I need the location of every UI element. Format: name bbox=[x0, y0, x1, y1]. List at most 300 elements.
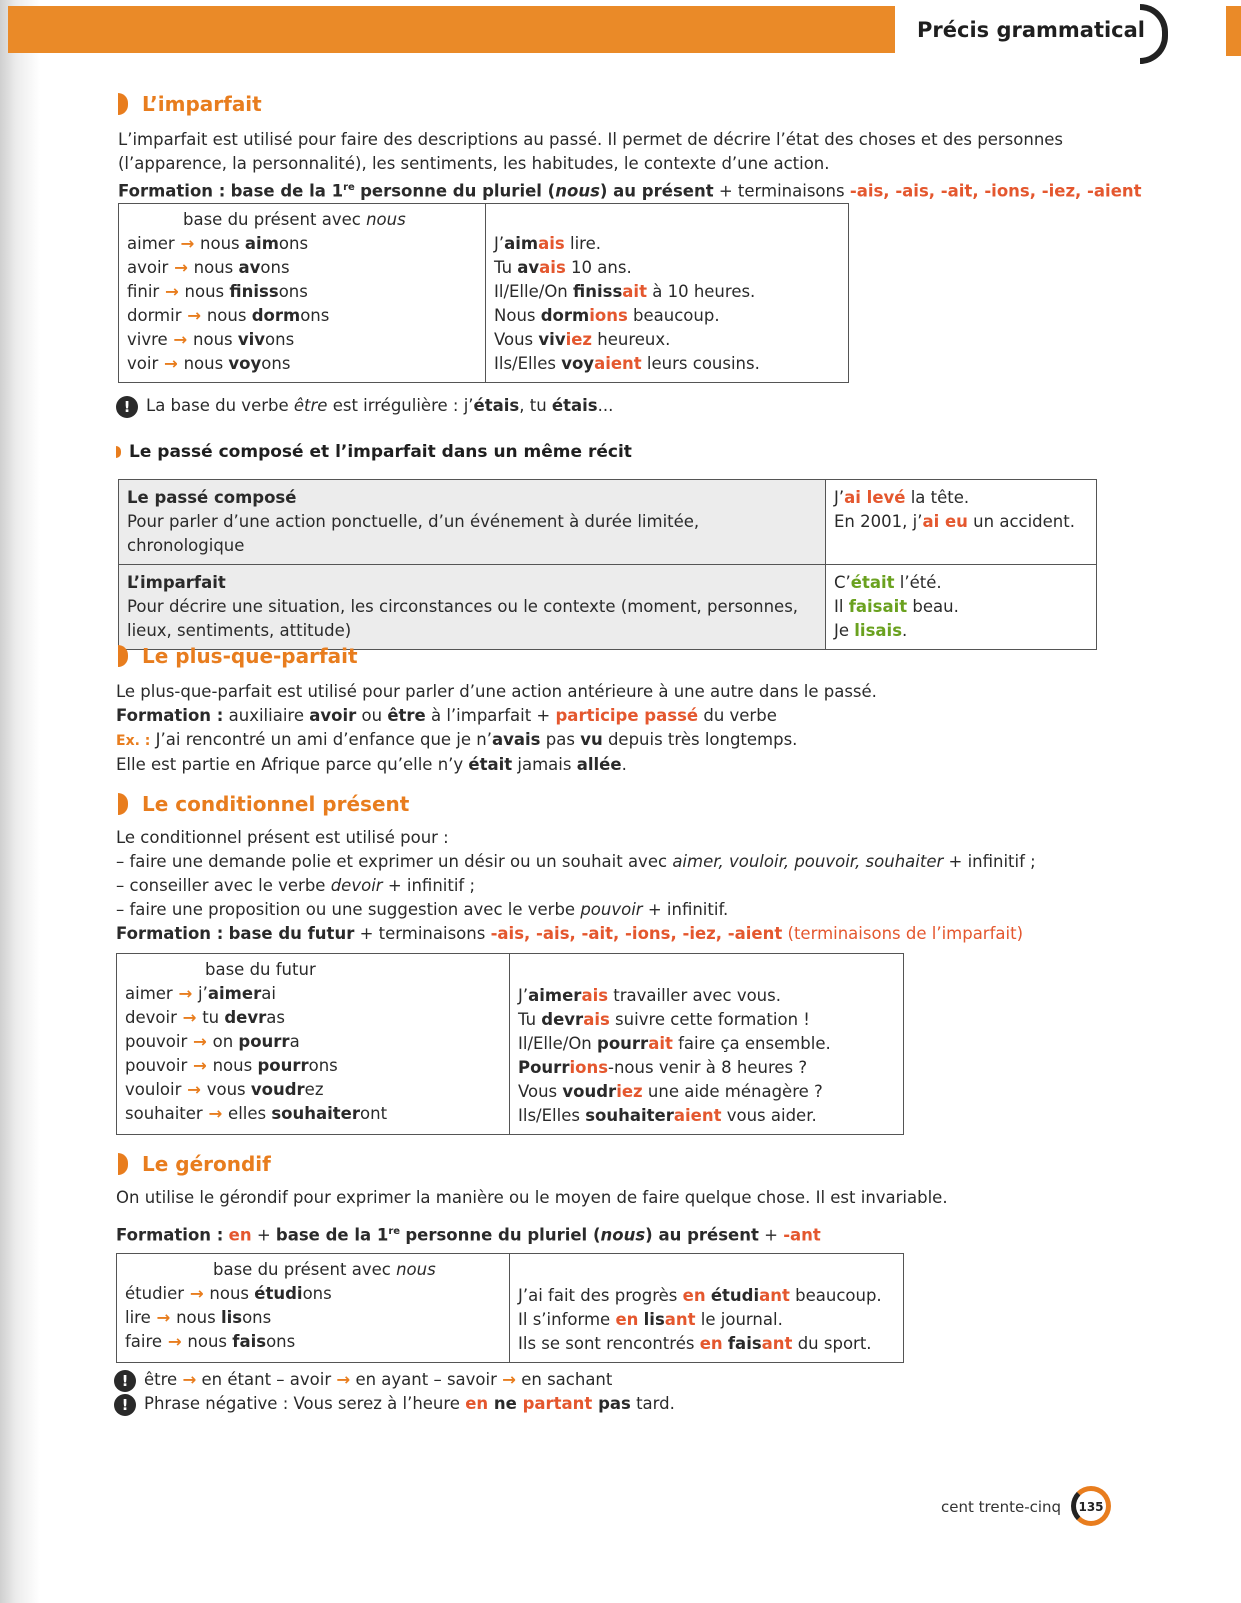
example-prefix: Tu bbox=[494, 258, 518, 277]
cond-right-rows bbox=[518, 984, 895, 1128]
conditionnel-section bbox=[118, 792, 409, 816]
example-stem: av bbox=[517, 258, 540, 277]
example-prefix: Il s’informe bbox=[518, 1310, 616, 1329]
arrow-icon: → bbox=[202, 1104, 229, 1123]
pqp-example-1 bbox=[116, 728, 877, 753]
cond-formation-endings: -ais, -ais, -ait, -ions, -iez, -aient bbox=[490, 924, 783, 943]
verb-pronoun: nous bbox=[183, 354, 229, 373]
example-ending: ait bbox=[622, 282, 647, 301]
imparfait-table-header bbox=[127, 208, 477, 232]
arrow-icon: → bbox=[336, 1370, 351, 1389]
pqp-section bbox=[118, 644, 358, 668]
example-suffix: beaucoup. bbox=[627, 306, 720, 325]
pc-example-2 bbox=[834, 510, 1088, 534]
imp-examples bbox=[826, 565, 1097, 650]
verb-stem: aim bbox=[244, 234, 279, 253]
cond-formation bbox=[116, 922, 1036, 946]
gerondif-note-2 bbox=[114, 1392, 675, 1416]
verb-pronoun: nous bbox=[200, 234, 245, 253]
example-suffix: une aide ménagère ? bbox=[642, 1082, 823, 1101]
imp-ex1-b: était bbox=[850, 573, 895, 592]
verb-pronoun: on bbox=[212, 1032, 239, 1051]
example-row bbox=[494, 280, 840, 304]
example-suffix: -nous venir à 8 heures ? bbox=[608, 1058, 808, 1077]
formation-mid: personne du pluriel ( bbox=[360, 181, 556, 201]
arrow-icon: → bbox=[187, 1032, 213, 1051]
cond-formation-plus: + terminaisons bbox=[359, 924, 486, 943]
pqp-body bbox=[116, 680, 877, 777]
verb-pronoun: vous bbox=[206, 1080, 251, 1099]
verb-pronoun: j’ bbox=[198, 984, 208, 1003]
example-ending: ant bbox=[759, 1286, 790, 1305]
verb-stem: aimer bbox=[207, 984, 262, 1003]
verb-infinitive: vouloir bbox=[125, 1080, 182, 1099]
verb-ending: ez bbox=[304, 1080, 324, 1099]
verb-row bbox=[125, 1006, 501, 1030]
ger-table-header-text: base du présent avec bbox=[213, 1260, 391, 1279]
gerondif-note-1 bbox=[114, 1368, 675, 1392]
arrow-icon: → bbox=[174, 234, 201, 253]
arrow-icon: → bbox=[184, 1284, 210, 1303]
verb-ending: ons bbox=[302, 1284, 332, 1303]
formation-plus: + terminaisons bbox=[718, 181, 845, 201]
pc-cell bbox=[119, 480, 826, 565]
example-prefix: Ils/Elles bbox=[518, 1106, 586, 1125]
ger-formation-mid: personne du pluriel ( bbox=[405, 1225, 601, 1245]
cond-table-left bbox=[117, 954, 510, 1135]
verb-infinitive: pouvoir bbox=[125, 1056, 188, 1075]
pc-ex1-b: ai levé bbox=[844, 488, 906, 507]
verb-infinitive: aimer bbox=[125, 984, 173, 1003]
example-row bbox=[518, 1332, 895, 1356]
example-prefix: Vous bbox=[494, 330, 539, 349]
example-stem: devr bbox=[541, 1010, 584, 1029]
example-ending: iez bbox=[616, 1082, 643, 1101]
verb-row bbox=[125, 1282, 501, 1306]
verb-infinitive: étudier bbox=[125, 1284, 185, 1303]
example-prefix: Tu bbox=[518, 1010, 542, 1029]
gerondif-intro: On utilise le gérondif pour exprimer la manière ou le moyen de faire quelque chose. Il est invariable. bbox=[116, 1188, 948, 1207]
gerondif-title-text: Le gérondif bbox=[142, 1152, 271, 1176]
note-text4: ... bbox=[597, 396, 614, 415]
example-suffix: du sport. bbox=[792, 1334, 872, 1353]
imp-desc-1: Pour décrire une situation, les circonstances ou le contexte (moment, personnes, bbox=[127, 597, 799, 616]
pqp-etre: être bbox=[387, 706, 426, 725]
example-prefix: Il/Elle/On bbox=[494, 282, 574, 301]
example-suffix: faire ça ensemble. bbox=[672, 1034, 831, 1053]
page-binding-shadow bbox=[0, 0, 40, 1603]
pqp-avoir: avoir bbox=[309, 706, 357, 725]
imp-ex3-a: Je bbox=[834, 621, 855, 640]
example-en: en bbox=[699, 1334, 723, 1353]
example-row bbox=[494, 256, 840, 280]
formation-nous: nous bbox=[555, 181, 600, 201]
example-row bbox=[518, 1284, 895, 1308]
example-suffix: lire. bbox=[564, 234, 601, 253]
page-number: 135 bbox=[1078, 1500, 1104, 1514]
imp-example-1 bbox=[834, 571, 1088, 595]
example-suffix: travailler avec vous. bbox=[608, 986, 781, 1005]
pqp-ex1-d: vu bbox=[580, 730, 603, 749]
imp-ex3-c: . bbox=[902, 621, 908, 640]
header-band-edge bbox=[1226, 6, 1241, 56]
pc-imparfait-title-text: Le passé composé et l’imparfait dans un même récit bbox=[129, 442, 632, 462]
imparfait-left-rows bbox=[127, 232, 477, 376]
pqp-ex2-d: allée bbox=[576, 755, 622, 774]
note-verb: être bbox=[293, 396, 328, 415]
imparfait-table-left bbox=[119, 204, 486, 383]
verb-infinitive: lire bbox=[125, 1308, 151, 1327]
ger-note2-end: tard. bbox=[630, 1394, 675, 1413]
formation-label: Formation : bbox=[118, 181, 226, 201]
pc-ex2-a: En 2001, j’ bbox=[834, 512, 923, 531]
verb-stem: souhaiter bbox=[271, 1104, 361, 1123]
example-row bbox=[494, 304, 840, 328]
formation-after: ) au présent bbox=[599, 181, 714, 201]
gerondif-notes bbox=[114, 1368, 675, 1416]
cond-table-header: base du futur bbox=[205, 960, 316, 979]
ger-formation-plus2: + bbox=[764, 1225, 778, 1245]
pqp-formation bbox=[116, 704, 877, 728]
conditionnel-title bbox=[118, 792, 409, 816]
verb-pronoun: nous bbox=[176, 1308, 221, 1327]
example-row bbox=[518, 1104, 895, 1128]
example-row bbox=[518, 1056, 895, 1080]
verb-ending: ons bbox=[308, 1056, 338, 1075]
note-text3: , tu bbox=[519, 396, 547, 415]
example-suffix: heureux. bbox=[592, 330, 671, 349]
imparfait-intro-line2: (l’apparence, la personnalité), les sentiments, les habitudes, le contexte d’une action. bbox=[118, 154, 830, 173]
verb-pronoun: nous bbox=[184, 282, 230, 301]
example-stem: voy bbox=[561, 354, 595, 373]
imp-ex2-b: faisait bbox=[848, 597, 908, 616]
cond-l2-c: + infinitif ; bbox=[387, 876, 476, 895]
example-ending: ais bbox=[539, 258, 566, 277]
ger-formation-en: en bbox=[228, 1225, 252, 1245]
example-ending: ant bbox=[761, 1334, 793, 1353]
section-marker-icon bbox=[118, 793, 128, 815]
pqp-ex1-c: pas bbox=[540, 730, 581, 749]
example-ending: ait bbox=[648, 1034, 673, 1053]
imparfait-title-text: L’imparfait bbox=[142, 92, 262, 116]
pc-ex2-b: ai eu bbox=[922, 512, 968, 531]
example-ending: ais bbox=[538, 234, 565, 253]
gerondif-formation bbox=[116, 1220, 948, 1248]
verb-row bbox=[127, 304, 477, 328]
verb-ending: ons bbox=[278, 234, 309, 253]
verb-stem: pourr bbox=[238, 1032, 290, 1051]
imparfait-note bbox=[116, 394, 613, 418]
verb-stem: dorm bbox=[251, 306, 301, 325]
pc-example-1 bbox=[834, 486, 1088, 510]
example-stem: étudi bbox=[710, 1286, 760, 1305]
ger-table-header bbox=[125, 1258, 501, 1282]
cond-l1-b: aimer, vouloir, pouvoir, souhaiter bbox=[672, 852, 944, 871]
verb-pronoun: nous bbox=[209, 1284, 255, 1303]
pqp-formation-1: auxiliaire bbox=[228, 706, 304, 725]
imparfait-section bbox=[118, 92, 262, 116]
example-stem: Pourr bbox=[518, 1058, 570, 1077]
verb-stem: finiss bbox=[229, 282, 279, 301]
pqp-example-2 bbox=[116, 753, 877, 777]
ger-table-right bbox=[510, 1254, 904, 1363]
sub-marker-icon bbox=[116, 446, 121, 458]
imparfait-intro-line1: L’imparfait est utilisé pour faire des descriptions au passé. Il permet de décrire l’état des choses et des personnes bbox=[118, 130, 1064, 149]
verb-row bbox=[125, 982, 501, 1006]
verb-ending: as bbox=[266, 1008, 285, 1027]
example-stem: voudr bbox=[562, 1082, 617, 1101]
ger-left-rows bbox=[125, 1282, 501, 1354]
ger-note1-a: être bbox=[144, 1370, 178, 1389]
example-row bbox=[494, 328, 840, 352]
cond-l2-a: – conseiller avec le verbe bbox=[116, 876, 326, 895]
example-suffix: leurs cousins. bbox=[641, 354, 760, 373]
cond-intro: Le conditionnel présent est utilisé pour : bbox=[116, 828, 449, 847]
cond-table-right bbox=[510, 954, 904, 1135]
example-ending: ions bbox=[569, 1058, 609, 1077]
arrow-icon: → bbox=[159, 282, 185, 301]
verb-ending: ons bbox=[242, 1308, 272, 1327]
example-stem: souhaiter bbox=[585, 1106, 674, 1125]
verb-ending: ons bbox=[300, 306, 330, 325]
arrow-icon: → bbox=[162, 1332, 188, 1351]
imp-ex3-b: lisais bbox=[854, 621, 903, 640]
verb-stem: lis bbox=[220, 1308, 243, 1327]
pc-imparfait-section bbox=[116, 442, 632, 462]
example-ending: ais bbox=[581, 986, 609, 1005]
cond-formation-label: Formation : bbox=[116, 924, 224, 943]
cond-line-3 bbox=[116, 898, 1036, 922]
example-prefix: J’ bbox=[518, 986, 529, 1005]
verb-stem: fais bbox=[232, 1332, 267, 1351]
cond-l3-a: – faire une proposition ou une suggestion avec le verbe bbox=[116, 900, 576, 919]
arrow-icon: → bbox=[168, 258, 194, 277]
ger-table-header-nous: nous bbox=[396, 1260, 436, 1279]
pqp-ex2-c: jamais bbox=[512, 755, 577, 774]
verb-pronoun: nous bbox=[193, 330, 238, 349]
pc-ex1-a: J’ bbox=[834, 488, 845, 507]
pqp-ex2-b: était bbox=[468, 755, 513, 774]
verb-pronoun: nous bbox=[206, 306, 252, 325]
ger-note2-a: Phrase négative : Vous serez à l’heure bbox=[144, 1394, 466, 1413]
verb-row bbox=[127, 232, 477, 256]
verb-stem: devr bbox=[224, 1008, 267, 1027]
verb-ending: ons bbox=[260, 258, 290, 277]
verb-ending: ons bbox=[265, 330, 295, 349]
example-suffix: beaucoup. bbox=[789, 1286, 882, 1305]
example-ending: aient bbox=[594, 354, 642, 373]
example-prefix: Ils se sont rencontrés bbox=[518, 1334, 700, 1353]
example-ending: ant bbox=[664, 1310, 696, 1329]
imp-ex1-a: C’ bbox=[834, 573, 851, 592]
section-marker-icon bbox=[118, 93, 128, 115]
pqp-ex1-b: avais bbox=[492, 730, 541, 749]
verb-ending: ons bbox=[278, 282, 308, 301]
verb-row bbox=[127, 280, 477, 304]
pqp-intro: Le plus-que-parfait est utilisé pour parler d’une action antérieure à une autre dans le passé. bbox=[116, 682, 877, 701]
section-marker-icon bbox=[118, 645, 128, 667]
pqp-title-text: Le plus-que-parfait bbox=[142, 644, 358, 668]
warning-icon: ! bbox=[116, 396, 138, 418]
verb-ending: a bbox=[289, 1032, 300, 1051]
arrow-icon: → bbox=[181, 306, 207, 325]
note-etais2: étais bbox=[551, 396, 598, 415]
pqp-formation-2: à l’imparfait + bbox=[430, 706, 551, 725]
verb-infinitive: faire bbox=[125, 1332, 163, 1351]
ger-note2-partant: partant bbox=[522, 1394, 593, 1413]
imp-example-3 bbox=[834, 619, 1088, 643]
verb-pronoun: nous bbox=[193, 258, 239, 277]
verb-row bbox=[125, 1030, 501, 1054]
ger-formation-sup: re bbox=[388, 1226, 401, 1237]
gerondif-title bbox=[118, 1152, 271, 1176]
example-en: en bbox=[682, 1286, 706, 1305]
example-stem: viv bbox=[538, 330, 566, 349]
pqp-formation-label: Formation : bbox=[116, 706, 224, 725]
gerondif-table bbox=[116, 1253, 904, 1363]
imp-ex1-c: l’été. bbox=[894, 573, 942, 592]
arrow-icon: → bbox=[172, 984, 199, 1003]
verb-infinitive: devoir bbox=[125, 1008, 177, 1027]
verb-row bbox=[125, 1054, 501, 1078]
pqp-ex1-e: depuis très longtemps. bbox=[602, 730, 798, 749]
example-stem: finiss bbox=[573, 282, 623, 301]
page-number-words: cent trente-cinq bbox=[941, 1498, 1062, 1516]
ger-formation-plus1: + bbox=[256, 1225, 271, 1245]
imp-example-2 bbox=[834, 595, 1088, 619]
arrow-icon: → bbox=[150, 1308, 177, 1327]
verb-stem: étudi bbox=[254, 1284, 303, 1303]
note-text2: est irrégulière : j’ bbox=[332, 396, 474, 415]
verb-row bbox=[127, 352, 477, 376]
gerondif-body bbox=[116, 1186, 948, 1248]
imparfait-title bbox=[118, 92, 262, 116]
example-row bbox=[518, 1080, 895, 1104]
verb-ending: ont bbox=[360, 1104, 388, 1123]
example-prefix: Vous bbox=[518, 1082, 563, 1101]
example-stem: fais bbox=[727, 1334, 762, 1353]
ger-note1-c: en ayant – savoir bbox=[355, 1370, 497, 1389]
ger-table-left bbox=[117, 1254, 510, 1363]
imp-cell bbox=[119, 565, 826, 650]
ger-formation-after: ) au présent bbox=[645, 1225, 759, 1245]
imp-desc-2: lieux, sentiments, attitude) bbox=[127, 621, 352, 640]
example-prefix: Ils/Elles bbox=[494, 354, 562, 373]
pc-ex1-c: la tête. bbox=[905, 488, 970, 507]
ger-right-rows bbox=[518, 1284, 895, 1356]
pc-imparfait-title bbox=[116, 442, 632, 462]
pqp-ex-label: Ex. : bbox=[116, 733, 151, 749]
verb-pronoun: nous bbox=[212, 1056, 258, 1075]
verb-ending: ons bbox=[266, 1332, 296, 1351]
conditionnel-title-text: Le conditionnel présent bbox=[142, 792, 410, 816]
formation-sup: re bbox=[343, 182, 355, 193]
pqp-ex2-a: Elle est partie en Afrique parce qu’elle n’y bbox=[116, 755, 469, 774]
verb-pronoun: tu bbox=[202, 1008, 225, 1027]
example-stem: aimer bbox=[528, 986, 582, 1005]
verb-row bbox=[125, 1102, 501, 1126]
verb-row bbox=[125, 1330, 501, 1354]
example-prefix: J’ bbox=[494, 234, 505, 253]
cond-l1-c: + infinitif ; bbox=[948, 852, 1036, 871]
verb-infinitive: voir bbox=[127, 354, 159, 373]
imparfait-table bbox=[118, 203, 849, 383]
verb-row bbox=[125, 1306, 501, 1330]
verb-infinitive: aimer bbox=[127, 234, 175, 253]
ger-note1-d: en sachant bbox=[521, 1370, 613, 1389]
example-suffix: à 10 heures. bbox=[646, 282, 756, 301]
verb-stem: viv bbox=[237, 330, 266, 349]
verb-stem: pourr bbox=[257, 1056, 309, 1075]
verb-stem: av bbox=[238, 258, 261, 277]
example-ending: ais bbox=[583, 1010, 610, 1029]
cond-line-1 bbox=[116, 850, 1036, 874]
formation-endings: -ais, -ais, -ait, -ions, -iez, -aient bbox=[849, 181, 1142, 201]
section-marker-icon bbox=[118, 1153, 128, 1175]
example-prefix: Il/Elle/On bbox=[518, 1034, 598, 1053]
pc-imparfait-table bbox=[118, 479, 1097, 650]
imparfait-formation bbox=[118, 176, 1142, 204]
example-row bbox=[518, 1008, 895, 1032]
example-suffix: le journal. bbox=[695, 1310, 783, 1329]
ger-note2-en: en bbox=[465, 1394, 489, 1413]
verb-ending: ons bbox=[261, 354, 291, 373]
pqp-participe: participe passé bbox=[555, 706, 699, 725]
pc-title: Le passé composé bbox=[127, 488, 297, 507]
arrow-icon: → bbox=[502, 1370, 516, 1389]
example-stem: pourr bbox=[597, 1034, 649, 1053]
example-row bbox=[494, 352, 840, 376]
cond-left-rows bbox=[125, 982, 501, 1126]
example-suffix: vous aider. bbox=[721, 1106, 817, 1125]
gerondif-section bbox=[118, 1152, 271, 1176]
ger-formation-label: Formation : bbox=[116, 1225, 224, 1245]
example-stem: dorm bbox=[540, 306, 590, 325]
example-row bbox=[518, 1032, 895, 1056]
ger-formation-ant: -ant bbox=[783, 1225, 821, 1245]
ger-note2-pas: pas bbox=[592, 1394, 631, 1413]
example-ending: aient bbox=[673, 1106, 722, 1125]
verb-row bbox=[127, 328, 477, 352]
imparfait-intro bbox=[118, 128, 1142, 204]
conditionnel-body bbox=[116, 826, 1036, 946]
cond-formation-note: (terminaisons de l’imparfait) bbox=[787, 924, 1024, 943]
pqp-formation-3: du verbe bbox=[703, 706, 777, 725]
example-suffix: 10 ans. bbox=[565, 258, 632, 277]
formation-base: base de la 1 bbox=[230, 181, 344, 201]
example-row bbox=[494, 232, 840, 256]
example-ending: ions bbox=[589, 306, 628, 325]
example-stem: aim bbox=[504, 234, 539, 253]
arrow-icon: → bbox=[187, 1056, 213, 1075]
example-prefix: J’ai fait des progrès bbox=[518, 1286, 683, 1305]
verb-pronoun: elles bbox=[228, 1104, 272, 1123]
verb-infinitive: finir bbox=[127, 282, 160, 301]
example-row bbox=[518, 1308, 895, 1332]
verb-row bbox=[125, 1078, 501, 1102]
pc-examples bbox=[826, 480, 1097, 565]
header-title: Précis grammatical bbox=[917, 18, 1145, 42]
example-ending: iez bbox=[565, 330, 593, 349]
arrow-icon: → bbox=[158, 354, 184, 373]
pc-desc: Pour parler d’une action ponctuelle, d’un événement à durée limitée, chronologique bbox=[127, 512, 700, 555]
verb-pronoun: nous bbox=[187, 1332, 233, 1351]
pqp-ou: ou bbox=[361, 706, 383, 725]
example-row bbox=[518, 984, 895, 1008]
cond-line-2 bbox=[116, 874, 1036, 898]
ger-formation-base: base de la 1 bbox=[275, 1225, 389, 1245]
example-stem: lis bbox=[643, 1310, 665, 1329]
